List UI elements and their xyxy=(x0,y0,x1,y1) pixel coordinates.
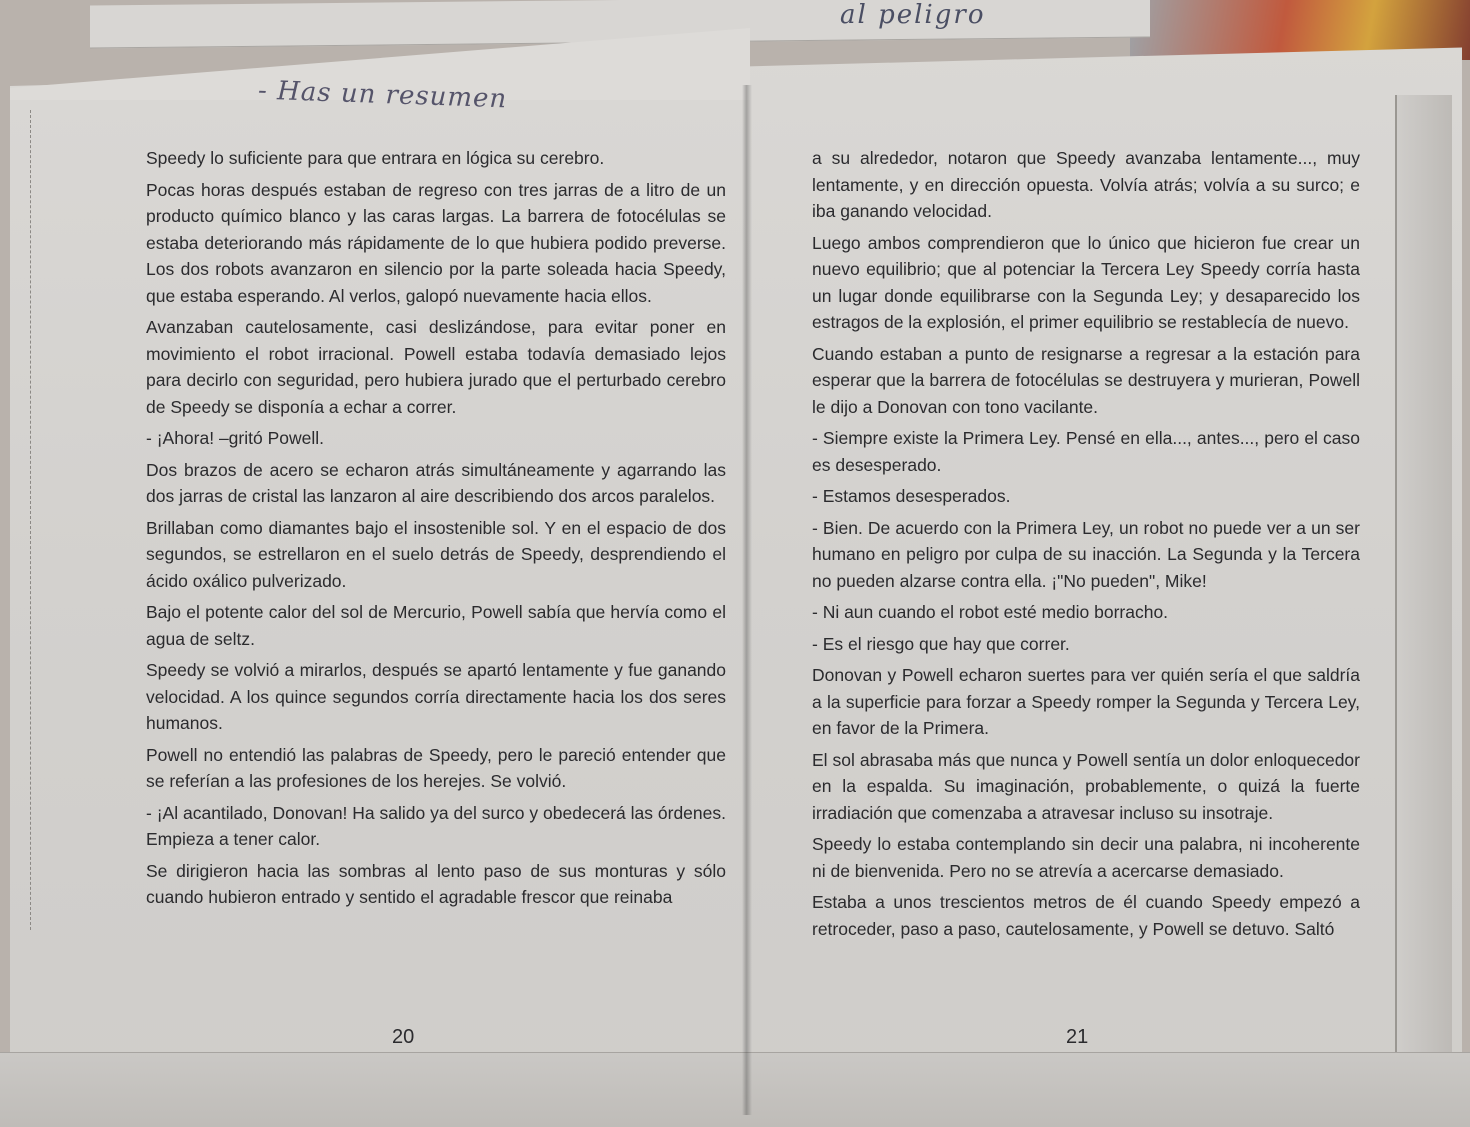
paragraph: El sol abrasaba más que nunca y Powell sentía un dolor enloquecedor en la espalda. Su imaginación, probablemente, o quizá la fuerte irradiación que comenzaba a atravesar incluso su insotraje. xyxy=(812,749,1360,823)
paragraph: Pocas horas después estaban de regreso con tres jarras de a litro de un producto químico blanco y las caras largas. La barrera de fotocélulas se estaba deteriorando más rápidamente de lo que hubiera podido preverse. Los dos robots avanzaron en silencio por la parte soleada hacia Speedy, que estaba esperando. Al verlos, galopó nuevamente hacia ellos. xyxy=(146,179,726,306)
paragraph: Cuando estaban a punto de resignarse a regresar a la estación para esperar que la barrera de fotocélulas se destruyera y murieran, Powell le dijo a Donovan con tono vacilante. xyxy=(812,343,1360,417)
paragraph: Luego ambos comprendieron que lo único que hicieron fue crear un nuevo equilibrio; que al potenciar la Tercera Ley Speedy corría hasta un lugar donde equilibrarse con la Segunda Ley; y desaparecido los estragos de la explosión, el primer equilibrio se restablecía de nuevo. xyxy=(812,232,1360,332)
paragraph: Avanzaban cautelosamente, casi deslizándose, para evitar poner en movimiento el robot irracional. Powell estaba todavía demasiado lejos para decirlo con seguridad, pero hubiera jurado que el perturbado cerebro de Speedy se disponía a echar a correr. xyxy=(146,317,726,417)
paragraph: Powell no entendió las palabras de Speedy, pero le pareció entender que se referían a las profesiones de los herejes. Se volvió. xyxy=(146,744,726,791)
paragraph: Se dirigieron hacia las sombras al lento paso de sus monturas y sólo cuando hubieron entrado y sentido el agradable frescor que reinaba xyxy=(146,860,726,907)
paragraph: Speedy lo estaba contemplando sin decir una palabra, ni incoherente ni de bienvenida. Pero no se atrevía a acercarse demasiado. xyxy=(812,834,1360,881)
paragraph: Dos brazos de acero se echaron atrás simultáneamente y agarrando las dos jarras de cristal las lanzaron al aire describiendo dos arcos paralelos. xyxy=(146,459,726,506)
paragraph: Brillaban como diamantes bajo el insostenible sol. Y en el espacio de dos segundos, se estrellaron en el suelo detrás de Speedy, desprendiendo el ácido oxálico pulverizado. xyxy=(146,517,726,591)
handwritten-note: - Has un resumen xyxy=(257,75,508,115)
bottom-page-edge xyxy=(0,1052,1470,1127)
paragraph: - Bien. De acuerdo con la Primera Ley, un robot no puede ver a un ser humano en peligro por culpa de su inacción. La Segunda y la Tercera no pueden alzarse contra ella. ¡"No pueden", Mike! xyxy=(812,517,1360,591)
paragraph: - Ni aun cuando el robot esté medio borracho. xyxy=(812,602,1169,622)
paragraph: Speedy lo suficiente para que entrara en lógica su cerebro. xyxy=(146,148,605,168)
center-fold xyxy=(742,85,752,1115)
right-page-edge xyxy=(1395,95,1452,1105)
paragraph: - Siempre existe la Primera Ley. Pensé en ella..., antes..., pero el caso es desesperado. xyxy=(812,428,1360,475)
paragraph: - Es el riesgo que hay que correr. xyxy=(812,633,1070,654)
paragraph: Donovan y Powell echaron suertes para ver quién sería el que saldría a la superficie para forzar a Speedy romper la Segunda y Tercera Ley, en favor de la Primera. xyxy=(812,665,1360,738)
page-number-left: 20 xyxy=(392,1026,415,1048)
paragraph: a su alrededor, notaron que Speedy avanzaba lentamente..., muy lentamente, y en dirección opuesta. Volvía atrás; volvía a su surco; e iba ganando velocidad. xyxy=(812,148,1360,221)
right-page-text xyxy=(812,145,1360,947)
paragraph: Bajo el potente calor del sol de Mercurio, Powell sabía que hervía como el agua de seltz. xyxy=(146,602,726,649)
handwritten-top-note: al peligro xyxy=(840,0,986,30)
paragraph: - ¡Al acantilado, Donovan! Ha salido ya del surco y obedecerá las órdenes. Empieza a tener calor. xyxy=(146,802,726,849)
paragraph: Estaba a unos trescientos metros de él cuando Speedy empezó a retroceder, paso a paso, cautelosamente, y Powell se detuvo. Saltó xyxy=(812,892,1360,939)
left-page-text xyxy=(146,145,726,916)
paragraph: - ¡Ahora! –gritó Powell. xyxy=(146,428,324,448)
paragraph: Speedy se volvió a mirarlos, después se apartó lentamente y fue ganando velocidad. A los quince segundos corría directamente hacia los dos seres humanos. xyxy=(146,660,726,733)
left-margin-marks xyxy=(30,110,37,930)
page-number-right: 21 xyxy=(1066,1026,1089,1048)
paragraph: - Estamos desesperados. xyxy=(812,486,1011,506)
